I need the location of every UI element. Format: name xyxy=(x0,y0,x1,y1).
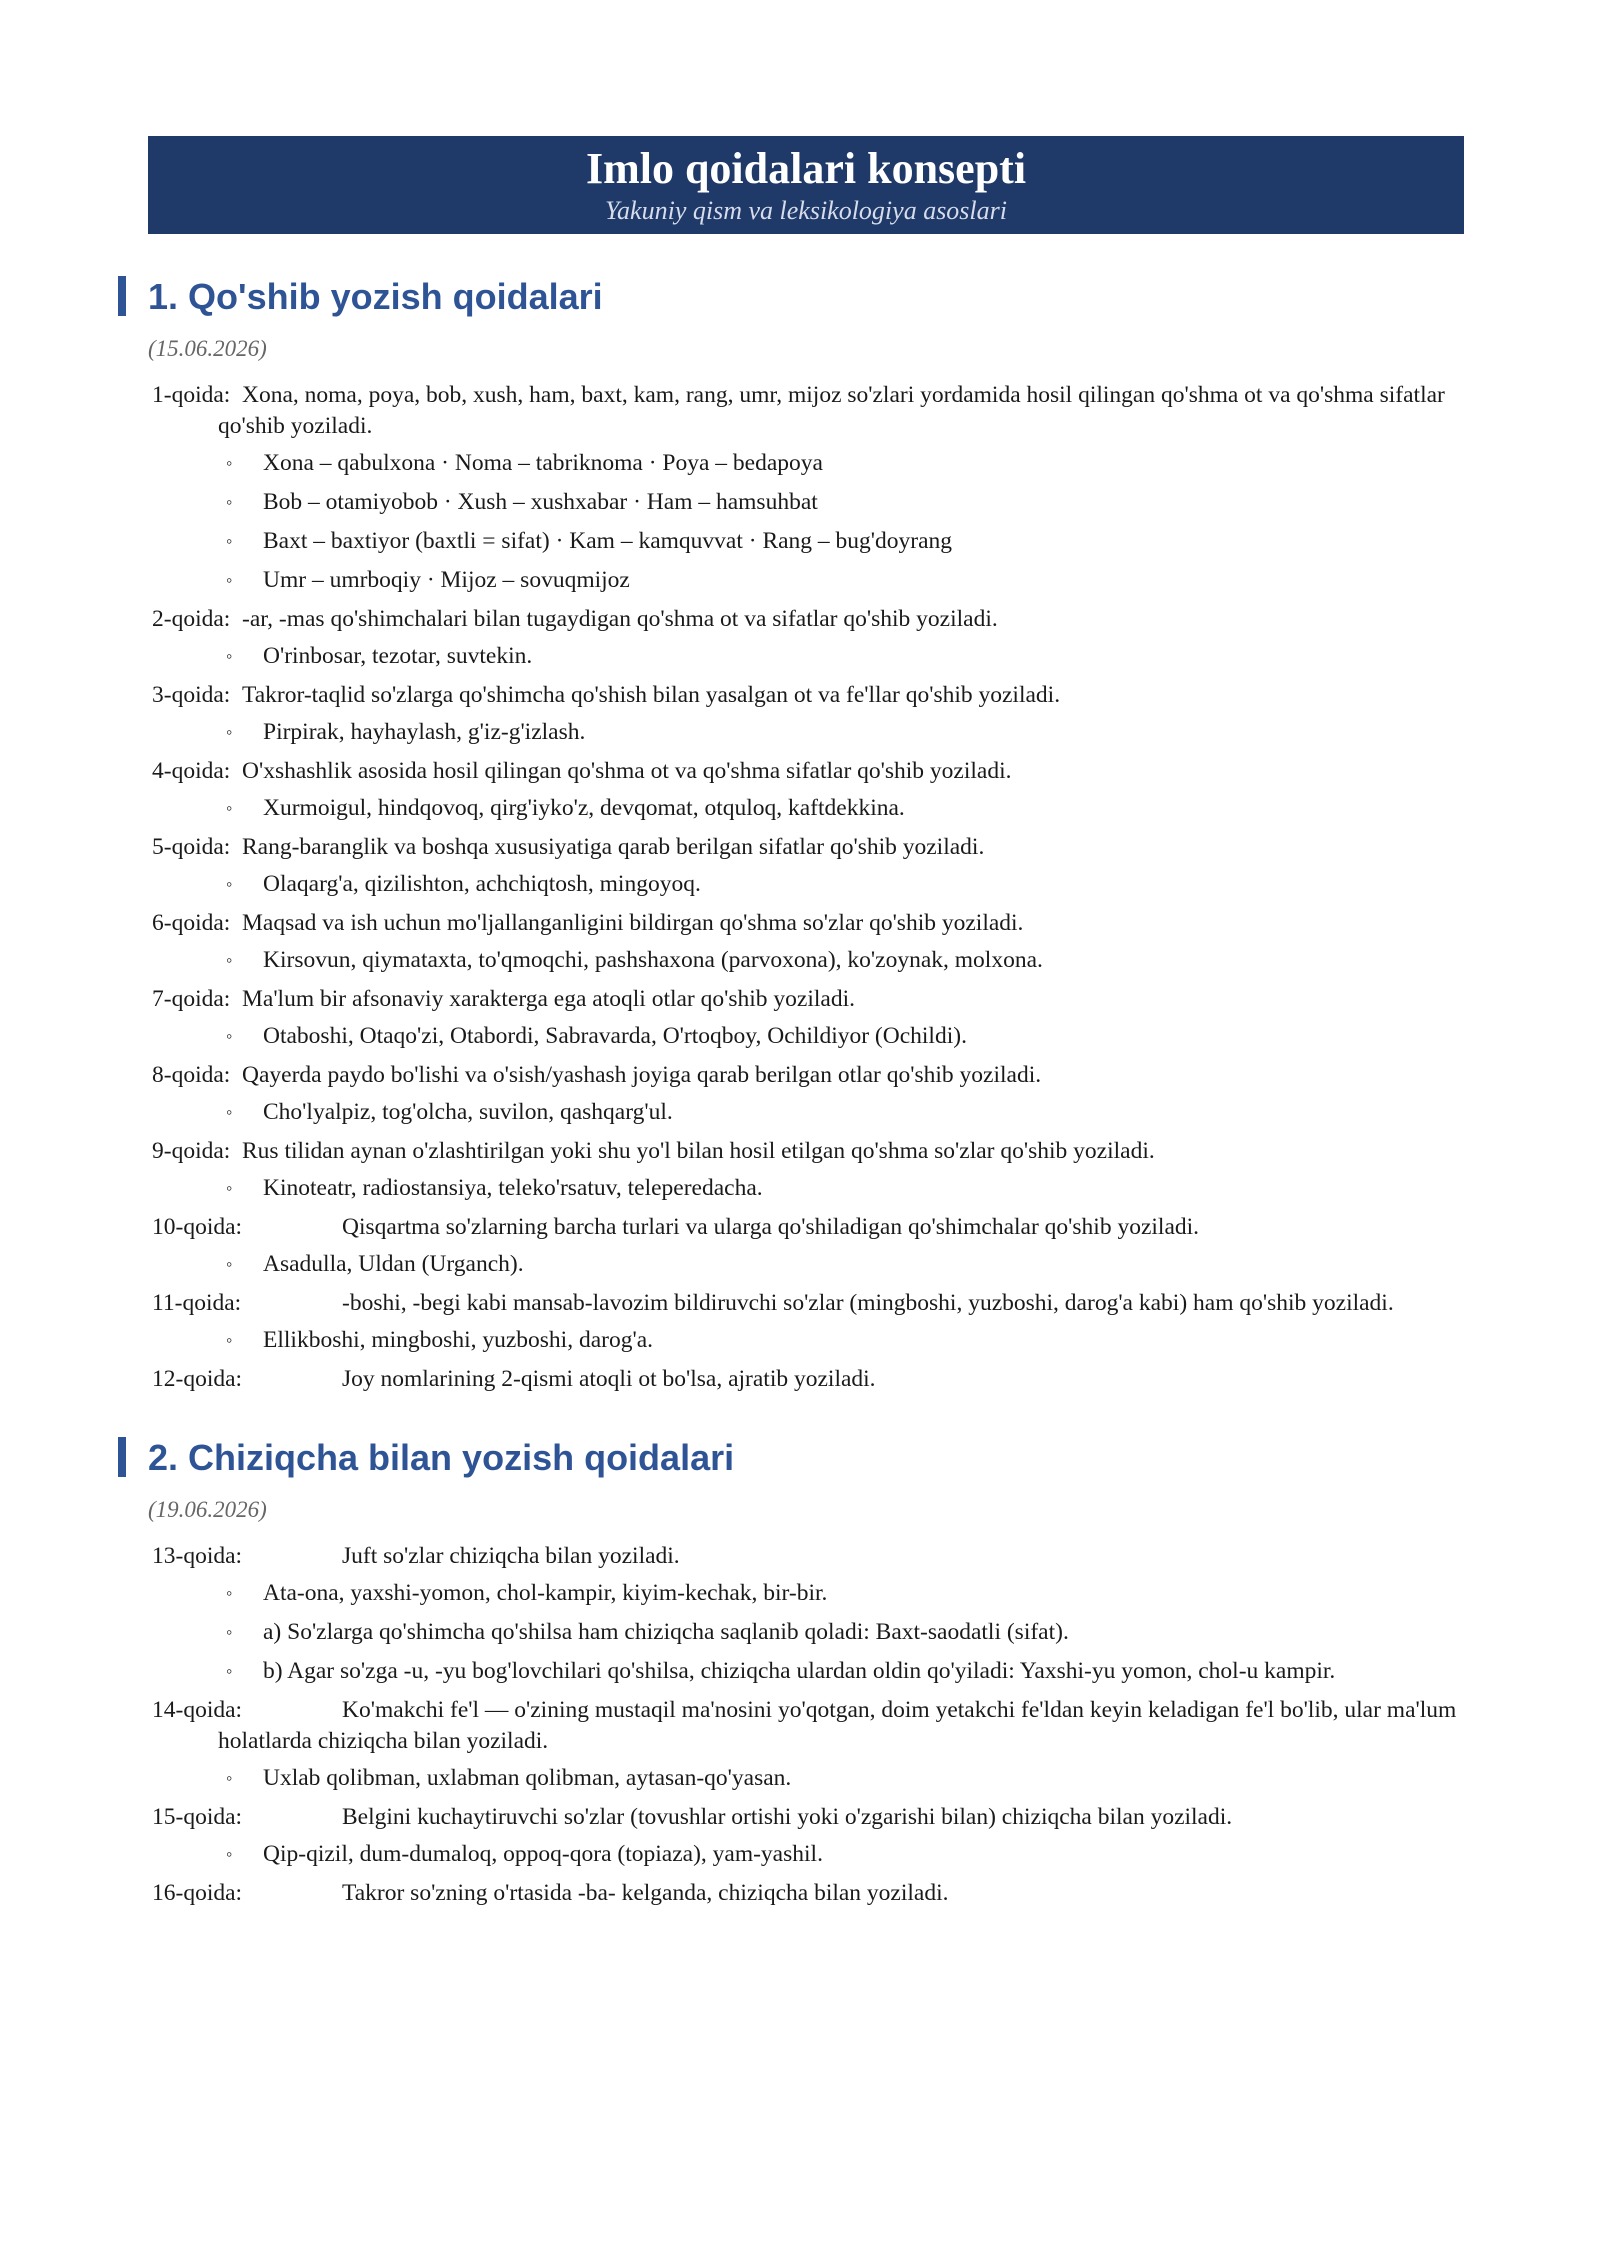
rule-item xyxy=(148,984,1464,1015)
example-text: Kinoteatr, radiostansiya, teleko'rsatuv, teleperedacha. xyxy=(263,1175,763,1201)
rule-item xyxy=(148,908,1464,939)
rule-item xyxy=(148,680,1464,711)
section-date: (15.06.2026) xyxy=(148,336,267,361)
example-list xyxy=(148,717,1464,748)
rule-number: 8-qoida: xyxy=(152,1062,231,1088)
example-list xyxy=(148,1763,1464,1794)
circle-bullet-icon: ◦ xyxy=(226,453,233,473)
sections-container xyxy=(148,274,1464,1909)
rule-text: -boshi, -begi kabi mansab-lavozim bildiruvchi so'zlar (mingboshi, yuzboshi, darog'a kabi) ham qo'shib yoziladi. xyxy=(342,1290,1394,1316)
example-item xyxy=(148,526,1464,557)
circle-bullet-icon: ◦ xyxy=(226,1583,233,1603)
example-text: Bob – otamiyobob · Xush – xushxabar · Ham – hamsuhbat xyxy=(263,489,818,515)
circle-bullet-icon: ◦ xyxy=(226,646,233,666)
rule-text: Xona, noma, poya, bob, xush, ham, baxt, kam, rang, umr, mijoz so'zlari yordamida hosil qilingan qo'shma ot va qo'shma sifatlar qo'shib yoziladi. xyxy=(218,382,1445,439)
example-item xyxy=(148,1021,1464,1052)
rule-text: Qisqartma so'zlarning barcha turlari va ularga qo'shiladigan qo'shimchalar qo'shib yoziladi. xyxy=(342,1214,1200,1240)
example-text: Cho'lyalpiz, tog'olcha, suvilon, qashqarg'ul. xyxy=(263,1099,673,1125)
rule-number: 14-qoida: xyxy=(152,1697,243,1723)
example-list xyxy=(148,448,1464,596)
example-list xyxy=(148,793,1464,824)
rule-text: Joy nomlarining 2-qismi atoqli ot bo'lsa, ajratib yoziladi. xyxy=(342,1366,876,1392)
rule-item xyxy=(148,380,1464,442)
circle-bullet-icon: ◦ xyxy=(226,722,233,742)
circle-bullet-icon: ◦ xyxy=(226,950,233,970)
rule-number: 6-qoida: xyxy=(152,910,231,936)
example-text: Olaqarg'a, qizilishton, achchiqtosh, mingoyoq. xyxy=(263,871,701,897)
rule-text: Belgini kuchaytiruvchi so'zlar (tovushlar ortishi yoki o'zgarishi bilan) chiziqcha bilan yoziladi. xyxy=(342,1804,1233,1830)
example-text: Xurmoigul, hindqovoq, qirg'iyko'z, devqomat, otquloq, kaftdekkina. xyxy=(263,795,905,821)
circle-bullet-icon: ◦ xyxy=(226,1661,233,1681)
example-list xyxy=(148,1839,1464,1870)
circle-bullet-icon: ◦ xyxy=(226,1254,233,1274)
rule-number: 3-qoida: xyxy=(152,682,231,708)
rule-number: 10-qoida: xyxy=(152,1214,243,1240)
section-header xyxy=(148,274,1464,320)
example-item xyxy=(148,869,1464,900)
example-text: Umr – umrboqiy · Mijoz – sovuqmijoz xyxy=(263,567,630,593)
example-item xyxy=(148,641,1464,672)
circle-bullet-icon: ◦ xyxy=(226,1330,233,1350)
title-banner xyxy=(148,136,1464,234)
rule-number: 16-qoida: xyxy=(152,1880,243,1906)
document-subtitle: Yakuniy qism va leksikologiya asoslari xyxy=(604,196,1007,225)
rule-item xyxy=(148,756,1464,787)
example-text: Ata-ona, yaxshi-yomon, chol-kampir, kiyim-kechak, bir-bir. xyxy=(263,1580,828,1606)
rule-number: 13-qoida: xyxy=(152,1543,243,1569)
rule-number: 9-qoida: xyxy=(152,1138,231,1164)
example-list xyxy=(148,641,1464,672)
example-text: Ellikboshi, mingboshi, yuzboshi, darog'a. xyxy=(263,1327,653,1353)
example-item xyxy=(148,1763,1464,1794)
rule-number: 2-qoida: xyxy=(152,606,231,632)
example-text: O'rinbosar, tezotar, suvtekin. xyxy=(263,643,533,669)
example-list xyxy=(148,945,1464,976)
section xyxy=(148,274,1464,1395)
example-list xyxy=(148,1097,1464,1128)
rule-item xyxy=(148,1212,1464,1243)
example-item xyxy=(148,793,1464,824)
rule-item xyxy=(148,1878,1464,1909)
example-list xyxy=(148,1325,1464,1356)
example-item xyxy=(148,1249,1464,1280)
rule-item xyxy=(148,1060,1464,1091)
document-title: Imlo qoidalari konsepti xyxy=(585,144,1027,193)
circle-bullet-icon: ◦ xyxy=(226,1178,233,1198)
rule-text: Rang-baranglik va boshqa xususiyatiga qarab berilgan sifatlar qo'shib yoziladi. xyxy=(242,834,985,860)
example-text: Kirsovun, qiymataxta, to'qmoqchi, pashshaxona (parvoxona), ko'zoynak, molxona. xyxy=(263,947,1043,973)
example-text: Otaboshi, Otaqo'zi, Otabordi, Sabravarda, O'rtoqboy, Ochildiyor (Ochildi). xyxy=(263,1023,967,1049)
example-item xyxy=(148,945,1464,976)
example-item xyxy=(148,1325,1464,1356)
circle-bullet-icon: ◦ xyxy=(226,1768,233,1788)
example-item xyxy=(148,1656,1464,1687)
rule-number: 12-qoida: xyxy=(152,1366,243,1392)
rule-number: 11-qoida: xyxy=(152,1290,242,1316)
example-item xyxy=(148,565,1464,596)
circle-bullet-icon: ◦ xyxy=(226,798,233,818)
circle-bullet-icon: ◦ xyxy=(226,531,233,551)
example-item xyxy=(148,487,1464,518)
example-list xyxy=(148,1173,1464,1204)
section-accent-bar xyxy=(118,276,126,316)
rule-number: 5-qoida: xyxy=(152,834,231,860)
rule-text: Takror so'zning o'rtasida -ba- kelganda, chiziqcha bilan yoziladi. xyxy=(342,1880,949,1906)
circle-bullet-icon: ◦ xyxy=(226,1026,233,1046)
rule-item xyxy=(148,1695,1464,1757)
example-item xyxy=(148,1173,1464,1204)
section-heading: 1. Qo'shib yozish qoidalari xyxy=(148,276,603,317)
example-list xyxy=(148,1249,1464,1280)
rule-text: Rus tilidan aynan o'zlashtirilgan yoki shu yo'l bilan hosil etilgan qo'shma so'zlar qo'shib yoziladi. xyxy=(242,1138,1155,1164)
section-header xyxy=(148,1435,1464,1481)
example-list xyxy=(148,1021,1464,1052)
rule-text: Ma'lum bir afsonaviy xarakterga ega atoqli otlar qo'shib yoziladi. xyxy=(242,986,855,1012)
example-text: a) So'zlarga qo'shimcha qo'shilsa ham chiziqcha saqlanib qoladi: Baxt-saodatli (sifat). xyxy=(263,1619,1069,1645)
circle-bullet-icon: ◦ xyxy=(226,1102,233,1122)
rule-number: 15-qoida: xyxy=(152,1804,243,1830)
example-text: Qip-qizil, dum-dumaloq, oppoq-qora (topiaza), yam-yashil. xyxy=(263,1841,823,1867)
circle-bullet-icon: ◦ xyxy=(226,1844,233,1864)
rule-item xyxy=(148,1541,1464,1572)
section-date: (19.06.2026) xyxy=(148,1497,267,1522)
example-item xyxy=(148,1578,1464,1609)
circle-bullet-icon: ◦ xyxy=(226,570,233,590)
rule-text: Maqsad va ish uchun mo'ljallanganligini bildirgan qo'shma so'zlar qo'shib yoziladi. xyxy=(242,910,1024,936)
example-text: Xona – qabulxona · Noma – tabriknoma · Poya – bedapoya xyxy=(263,450,823,476)
example-list xyxy=(148,869,1464,900)
example-text: b) Agar so'zga -u, -yu bog'lovchilari qo'shilsa, chiziqcha ulardan oldin qo'yiladi: Yaxshi-yu yomon, chol-u kampir. xyxy=(263,1658,1336,1684)
section xyxy=(148,1435,1464,1909)
rule-text: Takror-taqlid so'zlarga qo'shimcha qo'shish bilan yasalgan ot va fe'llar qo'shib yoziladi. xyxy=(242,682,1061,708)
example-text: Baxt – baxtiyor (baxtli = sifat) · Kam – kamquvvat · Rang – bug'doyrang xyxy=(263,528,953,554)
example-list xyxy=(148,1578,1464,1687)
example-text: Pirpirak, hayhaylash, g'iz-g'izlash. xyxy=(263,719,586,745)
rule-item xyxy=(148,1802,1464,1833)
circle-bullet-icon: ◦ xyxy=(226,492,233,512)
rule-item xyxy=(148,1364,1464,1395)
rule-number: 7-qoida: xyxy=(152,986,231,1012)
circle-bullet-icon: ◦ xyxy=(226,874,233,894)
rule-number: 1-qoida: xyxy=(152,382,231,408)
example-text: Uxlab qolibman, uxlabman qolibman, aytasan-qo'yasan. xyxy=(263,1765,792,1791)
section-heading: 2. Chiziqcha bilan yozish qoidalari xyxy=(148,1437,735,1478)
example-item xyxy=(148,1097,1464,1128)
circle-bullet-icon: ◦ xyxy=(226,1622,233,1642)
rule-item xyxy=(148,832,1464,863)
example-item xyxy=(148,717,1464,748)
rule-text: O'xshashlik asosida hosil qilingan qo'shma ot va qo'shma sifatlar qo'shib yoziladi. xyxy=(242,758,1012,784)
rule-text: Juft so'zlar chiziqcha bilan yoziladi. xyxy=(342,1543,680,1569)
rule-text: Ko'makchi fe'l — o'zining mustaqil ma'nosini yo'qotgan, doim yetakchi fe'ldan keyin keladigan fe'l bo'lib, ular ma'lum holatlarda chiziqcha bilan yoziladi. xyxy=(218,1697,1457,1754)
rule-item xyxy=(148,1288,1464,1319)
rule-text: -ar, -mas qo'shimchalari bilan tugaydigan qo'shma ot va sifatlar qo'shib yoziladi. xyxy=(242,606,998,632)
rule-number: 4-qoida: xyxy=(152,758,231,784)
example-text: Asadulla, Uldan (Urganch). xyxy=(263,1251,524,1277)
document-page xyxy=(148,136,1464,1909)
example-item xyxy=(148,1839,1464,1870)
rule-item xyxy=(148,604,1464,635)
rule-item xyxy=(148,1136,1464,1167)
example-item xyxy=(148,448,1464,479)
section-accent-bar xyxy=(118,1437,126,1477)
example-item xyxy=(148,1617,1464,1648)
rule-text: Qayerda paydo bo'lishi va o'sish/yashash joyiga qarab berilgan otlar qo'shib yoziladi. xyxy=(242,1062,1042,1088)
